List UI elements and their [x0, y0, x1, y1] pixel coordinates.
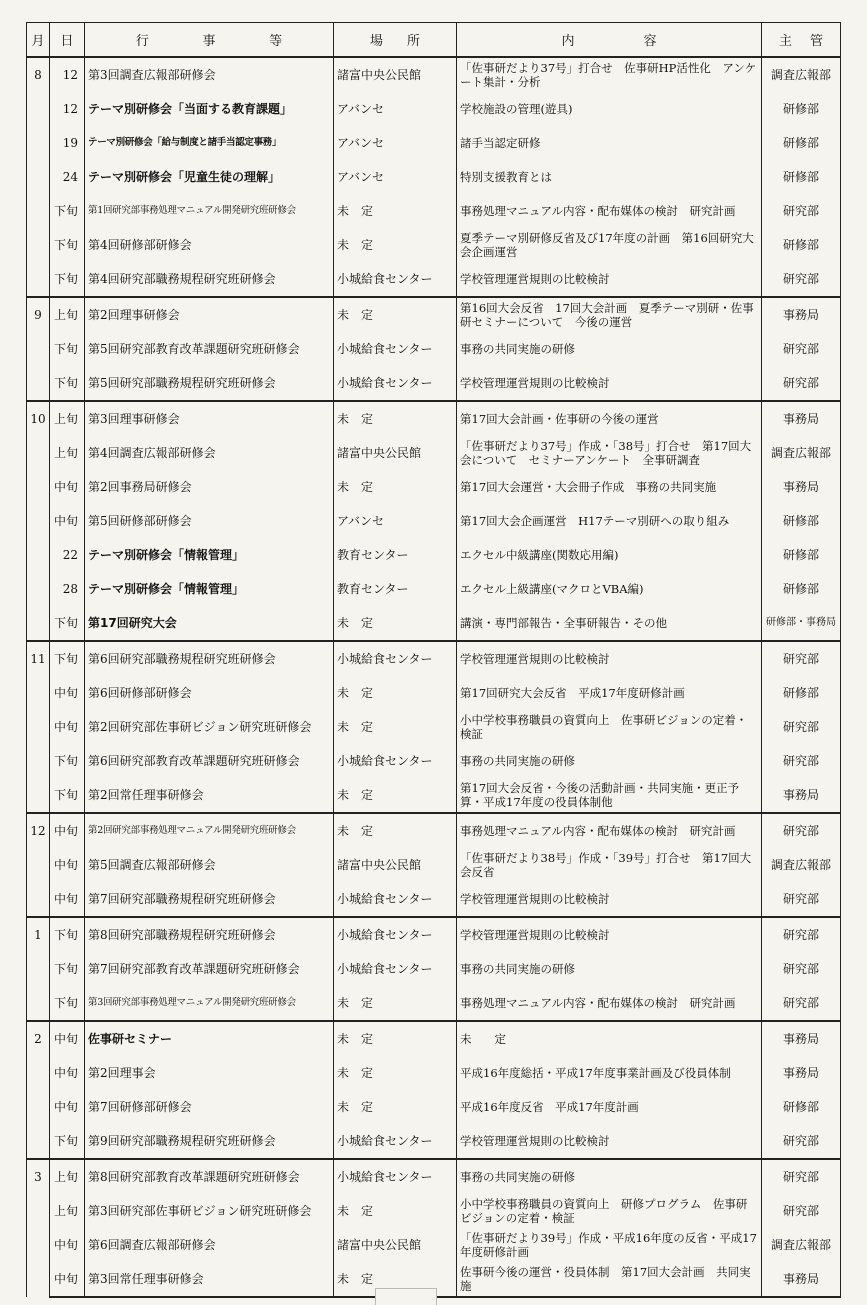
organizer-cell: 事務局: [762, 1021, 841, 1056]
place-cell: 未 定: [334, 710, 457, 744]
organizer-cell: 調査広報部: [762, 848, 841, 882]
event-cell: 第17回研究大会: [85, 606, 334, 641]
event-cell: 第5回研究部職務規程研究班研修会: [85, 366, 334, 401]
header-month: 月: [27, 23, 50, 58]
month-cell: 10: [27, 401, 50, 641]
event-cell: 第2回理事会: [85, 1056, 334, 1090]
content-cell: 事務処理マニュアル内容・配布媒体の検討 研究計画: [457, 194, 762, 228]
header-event: 行 事 等: [85, 23, 334, 58]
table-row: [27, 92, 841, 126]
content-cell: 第17回大会運営・大会冊子作成 事務の共同実施: [457, 470, 762, 504]
organizer-cell: 研究部: [762, 332, 841, 366]
day-cell: 19: [50, 126, 85, 160]
place-cell: 未 定: [334, 676, 457, 710]
event-cell: 第5回研究部教育改革課題研究班研修会: [85, 332, 334, 366]
content-cell: 講演・専門部報告・全事研報告・その他: [457, 606, 762, 641]
organizer-cell: 研修部: [762, 1090, 841, 1124]
table-row: [27, 436, 841, 470]
event-cell: 第3回研究部佐事研ビジョン研究班研修会: [85, 1194, 334, 1228]
day-cell: 上旬: [50, 1159, 85, 1194]
place-cell: 小城給食センター: [334, 744, 457, 778]
header-day: 日: [50, 23, 85, 58]
day-cell: 中旬: [50, 504, 85, 538]
table-row: [27, 848, 841, 882]
content-cell: 事務の共同実施の研修: [457, 332, 762, 366]
place-cell: 未 定: [334, 194, 457, 228]
month-group: [27, 57, 841, 297]
event-cell: 第6回研究部教育改革課題研究班研修会: [85, 744, 334, 778]
place-cell: 未 定: [334, 228, 457, 262]
day-cell: 中旬: [50, 882, 85, 917]
organizer-cell: 研修部・事務局: [762, 606, 841, 641]
place-cell: 諸富中央公民館: [334, 57, 457, 92]
event-cell: 第4回研修部研修会: [85, 228, 334, 262]
event-cell: 第8回研究部職務規程研究班研修会: [85, 917, 334, 952]
day-cell: 中旬: [50, 1228, 85, 1262]
event-cell: 第2回研究部事務処理マニュアル開発研究班研修会: [85, 813, 334, 848]
organizer-cell: 研究部: [762, 1194, 841, 1228]
organizer-cell: 事務局: [762, 297, 841, 332]
table-row: [27, 676, 841, 710]
month-group: [27, 401, 841, 641]
table-row: [27, 986, 841, 1021]
organizer-cell: 研修部: [762, 676, 841, 710]
table-row: [27, 504, 841, 538]
place-cell: 小城給食センター: [334, 917, 457, 952]
place-cell: 小城給食センター: [334, 332, 457, 366]
content-cell: 事務の共同実施の研修: [457, 952, 762, 986]
table-row: [27, 1124, 841, 1159]
content-cell: 第17回大会計画・佐事研の今後の運営: [457, 401, 762, 436]
content-cell: 学校管理運営規則の比較検討: [457, 1124, 762, 1159]
content-cell: 平成16年度反省 平成17年度計画: [457, 1090, 762, 1124]
content-cell: 「佐事研だより37号」作成・「38号」打合せ 第17回大会について セミナーアンケート 全事研調査: [457, 436, 762, 470]
table-row: [27, 538, 841, 572]
place-cell: 未 定: [334, 778, 457, 813]
event-cell: テーマ別研修会「給与制度と諸手当認定事務」: [85, 126, 334, 160]
month-cell: 11: [27, 641, 50, 813]
organizer-cell: 事務局: [762, 470, 841, 504]
content-cell: 第17回研究大会反省 平成17年度研修計画: [457, 676, 762, 710]
table-row: [27, 470, 841, 504]
organizer-cell: 研究部: [762, 952, 841, 986]
event-cell: 第2回常任理事研修会: [85, 778, 334, 813]
table-row: [27, 57, 841, 92]
table-row: [27, 297, 841, 332]
month-group: [27, 813, 841, 917]
organizer-cell: 研究部: [762, 366, 841, 401]
content-cell: 学校施設の管理(遊具): [457, 92, 762, 126]
place-cell: 未 定: [334, 470, 457, 504]
content-cell: 学校管理運営規則の比較検討: [457, 882, 762, 917]
place-cell: 諸富中央公民館: [334, 1228, 457, 1262]
place-cell: 未 定: [334, 986, 457, 1021]
table-row: [27, 1159, 841, 1194]
organizer-cell: 事務局: [762, 401, 841, 436]
place-cell: アバンセ: [334, 160, 457, 194]
content-cell: 未 定: [457, 1021, 762, 1056]
event-cell: 第5回調査広報部研修会: [85, 848, 334, 882]
day-cell: 上旬: [50, 1194, 85, 1228]
header-place: 場 所: [334, 23, 457, 58]
organizer-cell: 研究部: [762, 813, 841, 848]
month-group: [27, 1021, 841, 1159]
organizer-cell: 調査広報部: [762, 1228, 841, 1262]
month-group: [27, 1159, 841, 1297]
table-row: [27, 917, 841, 952]
organizer-cell: 研究部: [762, 882, 841, 917]
table-row: [27, 126, 841, 160]
content-cell: 小中学校事務職員の資質向上 佐事研ビジョンの定着・検証: [457, 710, 762, 744]
content-cell: 学校管理運営規則の比較検討: [457, 366, 762, 401]
organizer-cell: 研究部: [762, 262, 841, 297]
table-row: [27, 1056, 841, 1090]
content-cell: 第16回大会反省 17回大会計画 夏季テーマ別研・佐事研セミナーについて 今後の運営: [457, 297, 762, 332]
day-cell: 下旬: [50, 917, 85, 952]
page-tab-mark: [375, 1288, 437, 1305]
event-cell: 第7回研究部職務規程研究班研修会: [85, 882, 334, 917]
event-cell: 第3回調査広報部研修会: [85, 57, 334, 92]
day-cell: 中旬: [50, 676, 85, 710]
place-cell: 未 定: [334, 1194, 457, 1228]
place-cell: 未 定: [334, 813, 457, 848]
day-cell: 24: [50, 160, 85, 194]
day-cell: 中旬: [50, 848, 85, 882]
content-cell: 第17回大会反省・今後の活動計画・共同実施・更正予算・平成17年度の役員体制他: [457, 778, 762, 813]
day-cell: 下旬: [50, 641, 85, 676]
day-cell: 下旬: [50, 778, 85, 813]
event-cell: テーマ別研修会「児童生徒の理解」: [85, 160, 334, 194]
day-cell: 下旬: [50, 366, 85, 401]
event-cell: 第2回理事研修会: [85, 297, 334, 332]
organizer-cell: 研究部: [762, 744, 841, 778]
organizer-cell: 事務局: [762, 778, 841, 813]
organizer-cell: 研究部: [762, 710, 841, 744]
place-cell: 未 定: [334, 1262, 457, 1297]
place-cell: 小城給食センター: [334, 1124, 457, 1159]
organizer-cell: 研修部: [762, 504, 841, 538]
day-cell: 中旬: [50, 813, 85, 848]
organizer-cell: 研修部: [762, 160, 841, 194]
event-cell: 第4回調査広報部研修会: [85, 436, 334, 470]
event-cell: 第9回研究部職務規程研究班研修会: [85, 1124, 334, 1159]
table-row: [27, 366, 841, 401]
table-row: [27, 1228, 841, 1262]
content-cell: 事務処理マニュアル内容・配布媒体の検討 研究計画: [457, 813, 762, 848]
content-cell: 学校管理運営規則の比較検討: [457, 641, 762, 676]
place-cell: 未 定: [334, 1021, 457, 1056]
event-cell: 第3回常任理事研修会: [85, 1262, 334, 1297]
event-cell: 第6回研究部職務規程研究班研修会: [85, 641, 334, 676]
table-row: [27, 228, 841, 262]
month-group: [27, 917, 841, 1021]
day-cell: 上旬: [50, 436, 85, 470]
day-cell: 下旬: [50, 606, 85, 641]
place-cell: アバンセ: [334, 92, 457, 126]
event-cell: 第6回研修部研修会: [85, 676, 334, 710]
header-content: 内 容: [457, 23, 762, 58]
table-row: [27, 882, 841, 917]
content-cell: 「佐事研だより37号」打合せ 佐事研HP活性化 アンケート集計・分析: [457, 57, 762, 92]
table-row: [27, 1194, 841, 1228]
table-row: [27, 572, 841, 606]
month-cell: 2: [27, 1021, 50, 1159]
event-cell: テーマ別研修会「情報管理」: [85, 538, 334, 572]
organizer-cell: 事務局: [762, 1262, 841, 1297]
place-cell: 小城給食センター: [334, 882, 457, 917]
place-cell: 小城給食センター: [334, 366, 457, 401]
event-cell: 第2回研究部佐事研ビジョン研究班研修会: [85, 710, 334, 744]
organizer-cell: 調査広報部: [762, 436, 841, 470]
annual-schedule-table: [26, 22, 841, 1298]
place-cell: 諸富中央公民館: [334, 848, 457, 882]
content-cell: 夏季テーマ別研修反省及び17年度の計画 第16回研究大会企画運営: [457, 228, 762, 262]
event-cell: 第7回研修部研修会: [85, 1090, 334, 1124]
event-cell: テーマ別研修会「当面する教育課題」: [85, 92, 334, 126]
day-cell: 下旬: [50, 952, 85, 986]
content-cell: 事務処理マニュアル内容・配布媒体の検討 研究計画: [457, 986, 762, 1021]
day-cell: 上旬: [50, 401, 85, 436]
place-cell: 小城給食センター: [334, 1159, 457, 1194]
day-cell: 12: [50, 92, 85, 126]
event-cell: 第2回事務局研修会: [85, 470, 334, 504]
month-cell: 9: [27, 297, 50, 401]
day-cell: 下旬: [50, 194, 85, 228]
place-cell: 教育センター: [334, 572, 457, 606]
content-cell: 「佐事研だより38号」作成・「39号」打合せ 第17回大会反省: [457, 848, 762, 882]
day-cell: 下旬: [50, 262, 85, 297]
content-cell: 第17回大会企画運営 H17テーマ別研への取り組み: [457, 504, 762, 538]
content-cell: 平成16年度総括・平成17年度事業計画及び役員体制: [457, 1056, 762, 1090]
table-row: [27, 194, 841, 228]
day-cell: 中旬: [50, 470, 85, 504]
content-cell: 事務の共同実施の研修: [457, 744, 762, 778]
table-row: [27, 710, 841, 744]
table-row: [27, 160, 841, 194]
header-organizer: 主 管: [762, 23, 841, 58]
place-cell: 未 定: [334, 1090, 457, 1124]
organizer-cell: 研修部: [762, 228, 841, 262]
place-cell: 小城給食センター: [334, 952, 457, 986]
event-cell: 第4回研究部職務規程研究班研修会: [85, 262, 334, 297]
month-cell: 3: [27, 1159, 50, 1297]
place-cell: 小城給食センター: [334, 641, 457, 676]
place-cell: 諸富中央公民館: [334, 436, 457, 470]
organizer-cell: 研究部: [762, 1159, 841, 1194]
content-cell: 「佐事研だより39号」作成・平成16年度の反省・平成17年度研修計画: [457, 1228, 762, 1262]
content-cell: 学校管理運営規則の比較検討: [457, 917, 762, 952]
content-cell: 特別支援教育とは: [457, 160, 762, 194]
content-cell: 学校管理運営規則の比較検討: [457, 262, 762, 297]
day-cell: 下旬: [50, 1124, 85, 1159]
place-cell: アバンセ: [334, 504, 457, 538]
place-cell: 小城給食センター: [334, 262, 457, 297]
content-cell: エクセル中級講座(関数応用編): [457, 538, 762, 572]
month-cell: 12: [27, 813, 50, 917]
month-cell: 8: [27, 57, 50, 297]
month-group: [27, 641, 841, 813]
event-cell: テーマ別研修会「情報管理」: [85, 572, 334, 606]
header-row: [27, 23, 841, 58]
content-cell: 諸手当認定研修: [457, 126, 762, 160]
place-cell: 未 定: [334, 297, 457, 332]
organizer-cell: 研修部: [762, 538, 841, 572]
content-cell: 佐事研今後の運営・役員体制 第17回大会計画 共同実施: [457, 1262, 762, 1297]
event-cell: 第8回研究部教育改革課題研究班研修会: [85, 1159, 334, 1194]
event-cell: 第3回研究部事務処理マニュアル開発研究班研修会: [85, 986, 334, 1021]
day-cell: 中旬: [50, 1090, 85, 1124]
table-row: [27, 401, 841, 436]
content-cell: 小中学校事務職員の資質向上 研修プログラム 佐事研ビジョンの定着・検証: [457, 1194, 762, 1228]
organizer-cell: 調査広報部: [762, 57, 841, 92]
organizer-cell: 研究部: [762, 641, 841, 676]
organizer-cell: 研修部: [762, 92, 841, 126]
day-cell: 22: [50, 538, 85, 572]
table-row: [27, 606, 841, 641]
table-row: [27, 952, 841, 986]
day-cell: 下旬: [50, 744, 85, 778]
organizer-cell: 研究部: [762, 986, 841, 1021]
month-group: [27, 297, 841, 401]
organizer-cell: 研修部: [762, 126, 841, 160]
event-cell: 第3回理事研修会: [85, 401, 334, 436]
month-cell: 1: [27, 917, 50, 1021]
day-cell: 28: [50, 572, 85, 606]
day-cell: 下旬: [50, 986, 85, 1021]
table-row: [27, 813, 841, 848]
organizer-cell: 事務局: [762, 1056, 841, 1090]
table-row: [27, 1021, 841, 1056]
table-row: [27, 332, 841, 366]
day-cell: 上旬: [50, 297, 85, 332]
content-cell: エクセル上級講座(マクロとVBA編): [457, 572, 762, 606]
event-cell: 第5回研修部研修会: [85, 504, 334, 538]
organizer-cell: 研究部: [762, 194, 841, 228]
table-row: [27, 1090, 841, 1124]
place-cell: アバンセ: [334, 126, 457, 160]
event-cell: 第1回研究部事務処理マニュアル開発研究班研修会: [85, 194, 334, 228]
organizer-cell: 研究部: [762, 917, 841, 952]
day-cell: 下旬: [50, 228, 85, 262]
table-row: [27, 744, 841, 778]
table-row: [27, 262, 841, 297]
day-cell: 中旬: [50, 1056, 85, 1090]
organizer-cell: 研修部: [762, 572, 841, 606]
event-cell: 第7回研究部教育改革課題研究班研修会: [85, 952, 334, 986]
table-row: [27, 641, 841, 676]
place-cell: 教育センター: [334, 538, 457, 572]
day-cell: 中旬: [50, 1021, 85, 1056]
table-row: [27, 778, 841, 813]
place-cell: 未 定: [334, 401, 457, 436]
day-cell: 中旬: [50, 1262, 85, 1297]
place-cell: 未 定: [334, 1056, 457, 1090]
event-cell: 第6回調査広報部研修会: [85, 1228, 334, 1262]
event-cell: 佐事研セミナー: [85, 1021, 334, 1056]
content-cell: 事務の共同実施の研修: [457, 1159, 762, 1194]
day-cell: 12: [50, 57, 85, 92]
day-cell: 下旬: [50, 332, 85, 366]
organizer-cell: 研究部: [762, 1124, 841, 1159]
day-cell: 中旬: [50, 710, 85, 744]
place-cell: 未 定: [334, 606, 457, 641]
